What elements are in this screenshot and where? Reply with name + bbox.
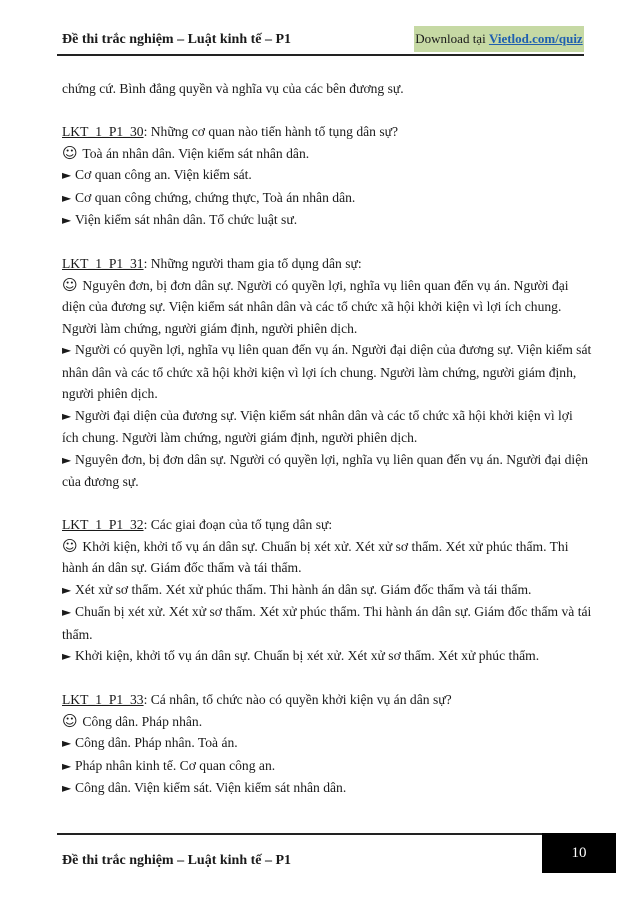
answer-text: Khởi kiện, khởi tố vụ án dân sự. Chuẩn bị xét xử. Xét xử sơ thẩm. Xét xử phúc thẩm. Thi hành án dân sự. Giám đốc thẩm và tái thẩm. bbox=[62, 538, 569, 575]
answer-text: Toà án nhân dân. Viện kiểm sát nhân dân. bbox=[82, 145, 310, 161]
pointer-arrow-icon: ► bbox=[62, 452, 76, 467]
answer-option bbox=[62, 579, 592, 602]
pointer-arrow-icon: ► bbox=[62, 408, 76, 423]
pointer-arrow-icon: ► bbox=[62, 781, 76, 795]
download-banner bbox=[414, 26, 584, 52]
option-text: Xét xử sơ thẩm. Xét xử phúc thẩm. Thi hành án dân sự. Giám đốc thẩm và tái thẩm. bbox=[75, 581, 532, 597]
intro-text: chứng cứ. Bình đẳng quyền và nghĩa vụ của các bên đương sự. bbox=[62, 81, 404, 96]
answer-option bbox=[62, 449, 592, 493]
header-title: Đề thi trắc nghiệm – Luật kinh tế – P1 bbox=[62, 32, 292, 47]
question-block bbox=[62, 514, 592, 668]
pointer-arrow-icon: ► bbox=[62, 582, 76, 597]
pointer-arrow-icon: ► bbox=[62, 736, 76, 750]
question-heading bbox=[62, 514, 592, 536]
answer-option bbox=[62, 187, 592, 210]
question-block bbox=[62, 689, 592, 800]
answer-option bbox=[62, 601, 592, 645]
question-text: : Những người tham gia tố dụng dân sự: bbox=[143, 256, 362, 271]
answer-option bbox=[62, 209, 592, 232]
question-text: : Các giai đoạn của tố tụng dân sự: bbox=[143, 517, 333, 532]
footer-title: Đề thi trắc nghiệm – Luật kinh tế – P1 bbox=[62, 853, 292, 868]
answer-option bbox=[62, 339, 592, 405]
smiley-icon: ☺ bbox=[62, 711, 83, 730]
option-text: Nguyên đơn, bị đơn dân sự. Người có quyền lợi, nghĩa vụ liên quan đến vụ án. Người đại diện của đương sự. bbox=[62, 451, 589, 489]
question-heading bbox=[62, 689, 592, 711]
question-heading bbox=[62, 121, 592, 143]
answer-text: Nguyên đơn, bị đơn dân sự. Người có quyền lợi, nghĩa vụ liên quan đến vụ án. Người đại diện của đương sự. Viện kiểm sát nhân dân và các tổ chức xã hội khởi kiện vì lợi ích chung. Người làm chứng, người giám định, người phiên dịch. bbox=[62, 277, 569, 336]
correct-answer bbox=[62, 536, 592, 579]
smiley-icon: ☺ bbox=[62, 143, 83, 162]
smiley-icon: ☺ bbox=[62, 275, 83, 294]
pointer-arrow-icon: ► bbox=[62, 168, 76, 182]
pointer-arrow-icon: ► bbox=[62, 649, 76, 663]
option-text: Khởi kiện, khởi tố vụ án dân sự. Chuẩn bị xét xử. Xét xử sơ thẩm. Xét xử phúc thẩm. bbox=[75, 648, 540, 663]
question-heading bbox=[62, 253, 592, 275]
question-id: LKT_1_P1_30 bbox=[62, 124, 144, 139]
option-text: Cơ quan công chứng, chứng thực, Toà án nhân dân. bbox=[75, 189, 356, 205]
question-text: : Những cơ quan nào tiến hành tố tụng dân sự? bbox=[143, 124, 399, 139]
correct-answer bbox=[62, 143, 592, 165]
option-text: Chuẩn bị xét xử. Xét xử sơ thẩm. Xét xử phúc thẩm. Thi hành án dân sự. Giám đốc thẩm và tái thẩm. bbox=[62, 604, 592, 642]
question-id: LKT_1_P1_32 bbox=[62, 517, 144, 532]
answer-option bbox=[62, 164, 592, 187]
answer-option bbox=[62, 777, 592, 800]
pointer-arrow-icon: ► bbox=[62, 758, 76, 773]
footer-divider bbox=[57, 833, 542, 835]
page-number: 10 bbox=[542, 833, 616, 873]
correct-answer bbox=[62, 711, 592, 733]
pointer-arrow-icon: ► bbox=[62, 213, 76, 227]
option-text: Viện kiểm sát nhân dân. Tổ chức luật sư. bbox=[75, 212, 298, 227]
download-link[interactable]: Vietlod.com/quiz bbox=[488, 31, 583, 46]
answer-option bbox=[62, 645, 592, 668]
option-text: Pháp nhân kinh tế. Cơ quan công an. bbox=[75, 757, 276, 773]
option-text: Cơ quan công an. Viện kiểm sát. bbox=[75, 167, 252, 182]
answer-option bbox=[62, 405, 592, 449]
pointer-arrow-icon: ► bbox=[62, 190, 76, 205]
option-text: Người đại diện của đương sự. Viện kiểm sát nhân dân và các tổ chức xã hội khởi kiện vì lợi ích chung. Người làm chứng, người giám định, người phiên dịch. bbox=[62, 407, 573, 445]
question-block bbox=[62, 253, 592, 493]
question-id: LKT_1_P1_33 bbox=[62, 692, 144, 707]
question-block bbox=[62, 121, 592, 232]
question-text: : Cá nhân, tổ chức nào có quyền khởi kiện vụ án dân sự? bbox=[143, 692, 452, 707]
option-text: Công dân. Viện kiểm sát. Viện kiểm sát nhân dân. bbox=[75, 780, 347, 795]
option-text: Công dân. Pháp nhân. Toà án. bbox=[75, 735, 238, 750]
answer-option bbox=[62, 755, 592, 778]
question-list bbox=[62, 121, 592, 800]
download-prefix: Download tại bbox=[415, 31, 489, 46]
header-divider bbox=[57, 54, 584, 56]
document-body bbox=[62, 78, 592, 800]
option-text: Người có quyền lợi, nghĩa vụ liên quan đến vụ án. Người đại diện của đương sự. Viện kiểm sát nhân dân và các tổ chức xã hội khởi kiện vì lợi ích chung. Người làm chứng, người giám định, người phiên dịch. bbox=[62, 342, 592, 401]
pointer-arrow-icon: ► bbox=[62, 605, 76, 619]
question-id: LKT_1_P1_31 bbox=[62, 256, 144, 271]
correct-answer bbox=[62, 275, 592, 340]
answer-text: Công dân. Pháp nhân. bbox=[82, 713, 203, 729]
smiley-icon: ☺ bbox=[62, 536, 83, 555]
answer-option bbox=[62, 732, 592, 755]
pointer-arrow-icon: ► bbox=[62, 343, 76, 357]
